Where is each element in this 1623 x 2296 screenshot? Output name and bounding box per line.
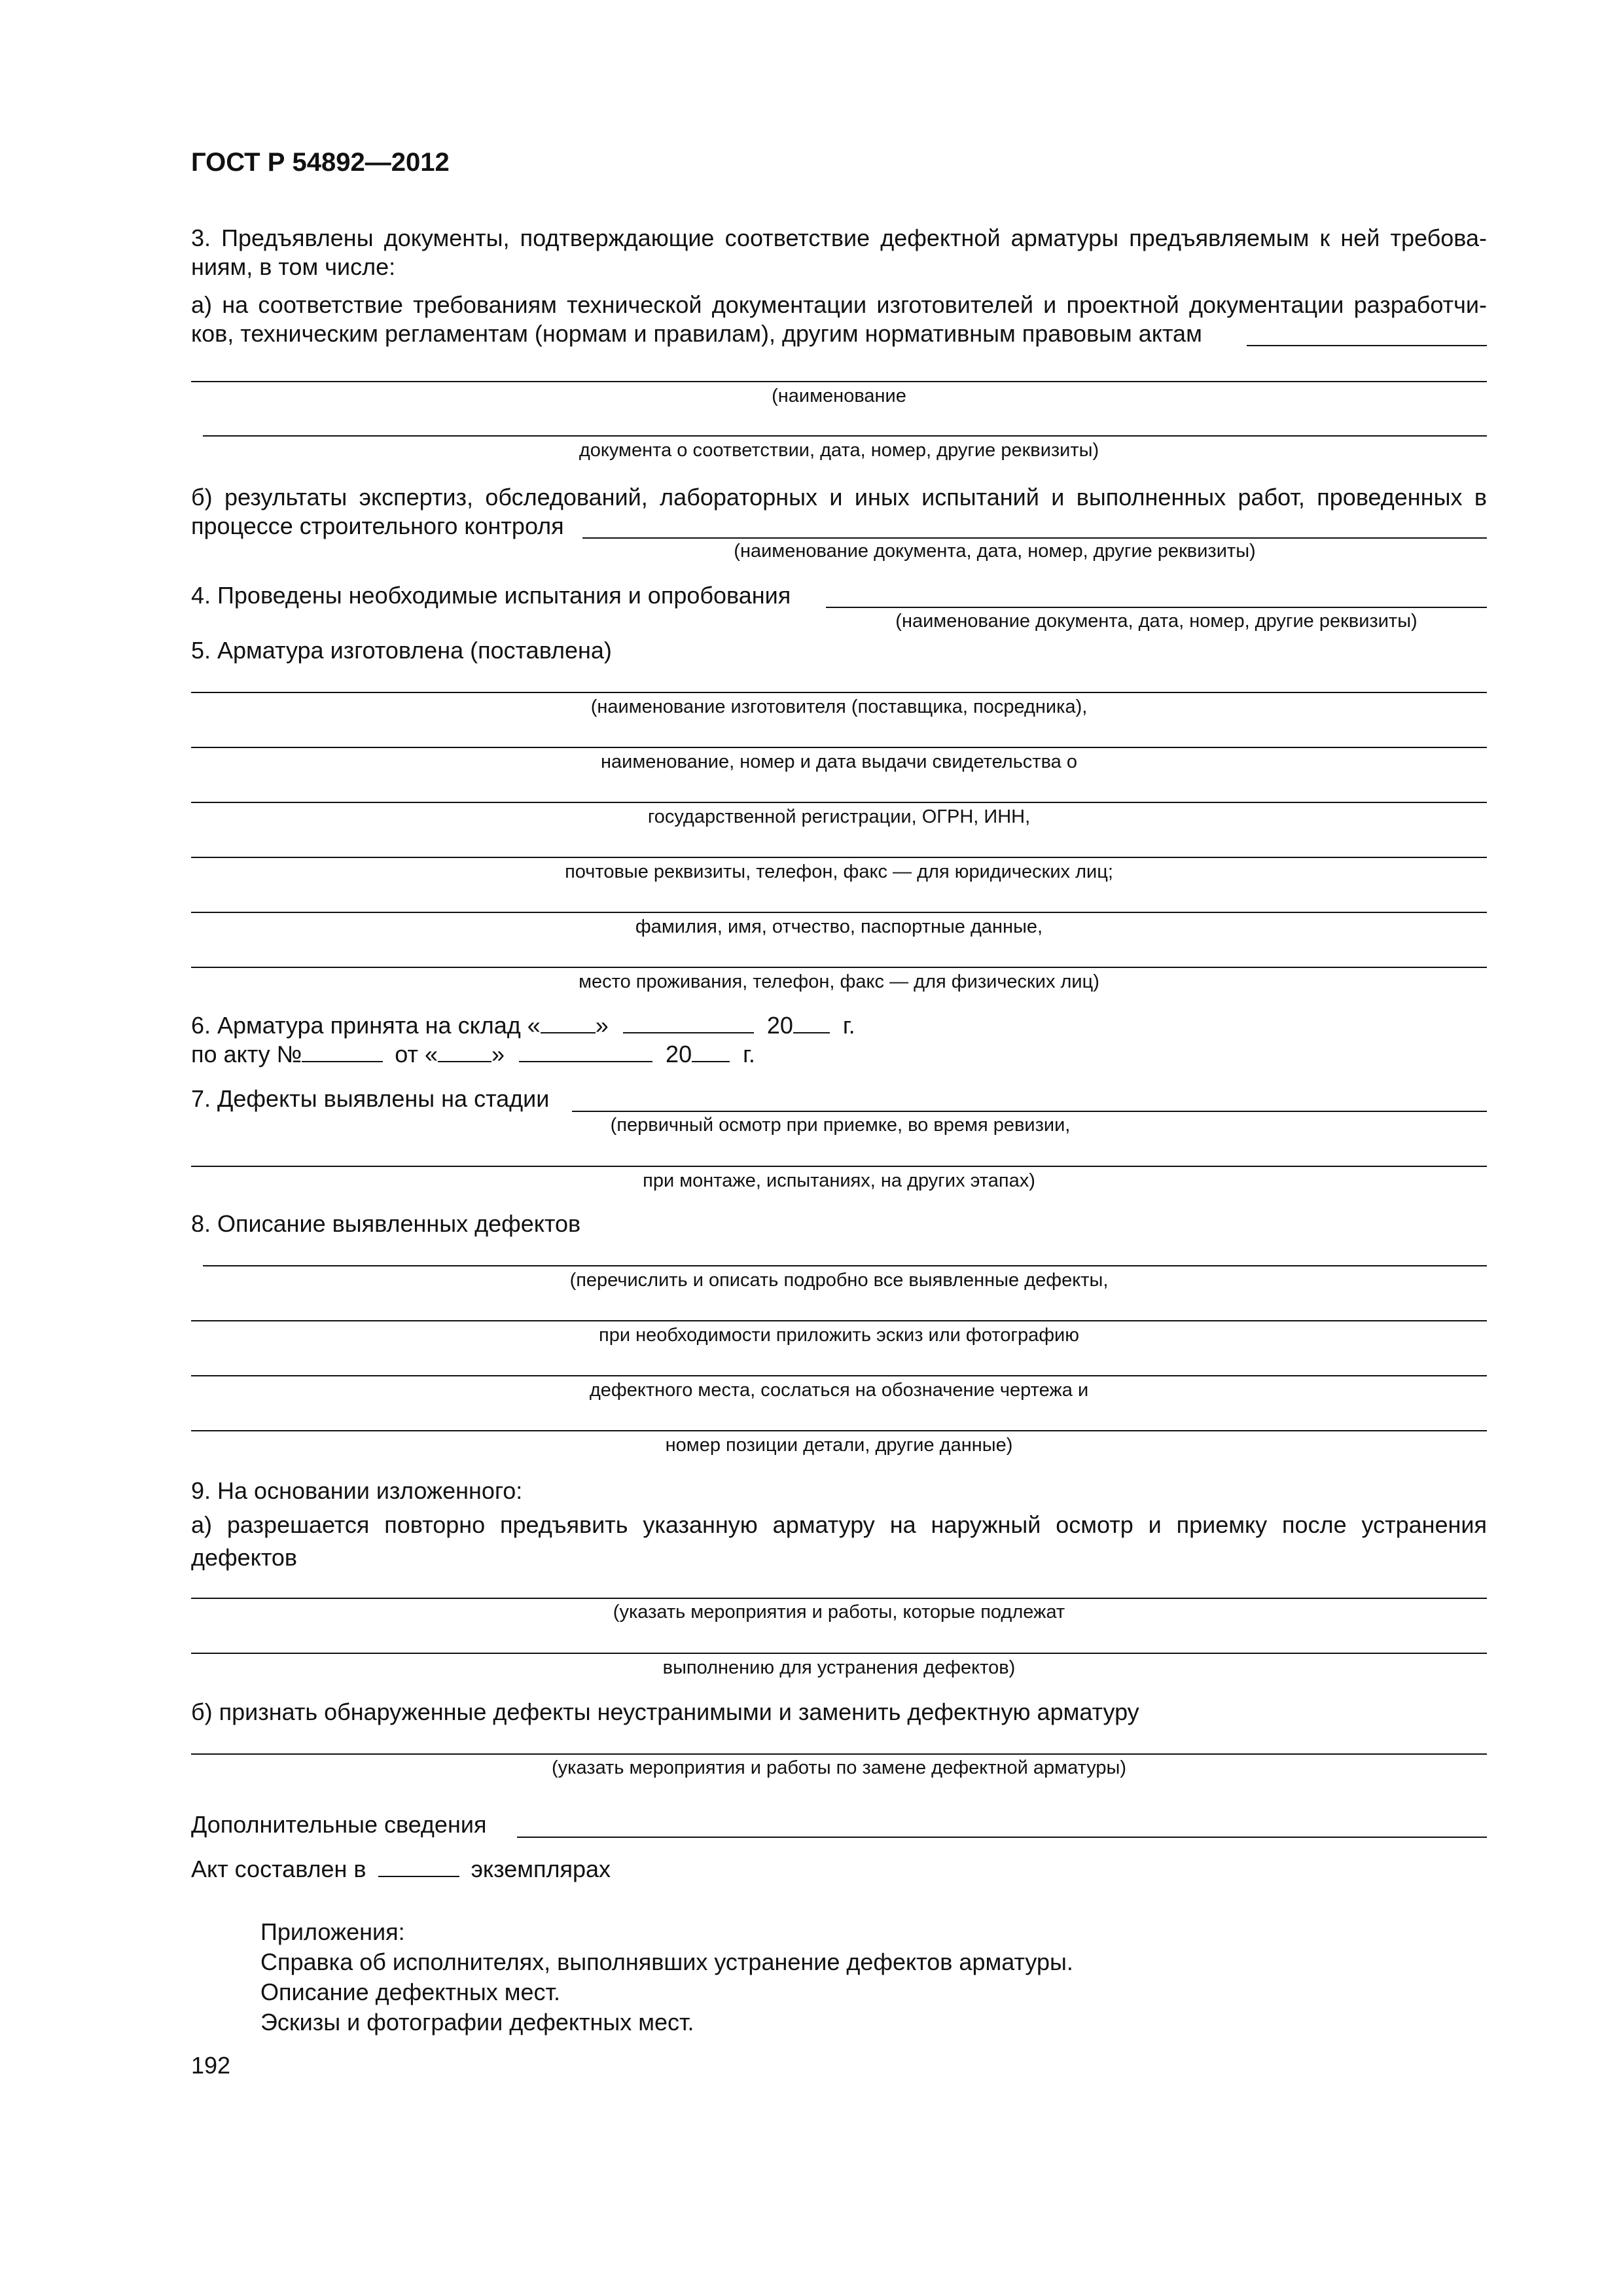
copies-line — [191, 1855, 611, 1884]
s6-l2-text-c: » — [491, 1041, 505, 1067]
s6-l1-text-c: 20 — [766, 1012, 793, 1039]
s9a-line1: а) разрешается повторно предъявить указанную арматуру на наружный осмотр и приемку после устранения — [191, 1511, 1487, 1538]
s3a-caption-2: документа о соответствии, дата, номер, другие реквизиты) — [579, 440, 1099, 461]
s6-day-blank[interactable] — [541, 1013, 596, 1033]
s6-act-number-blank[interactable] — [302, 1041, 383, 1062]
s4-fill-line[interactable] — [826, 607, 1487, 608]
s8-fill-line-2[interactable] — [191, 1320, 1487, 1321]
attachment-item: Описание дефектных мест. — [260, 1979, 560, 2005]
s3a-caption-1: (наименование — [772, 386, 906, 406]
s9a-fill-line-1[interactable] — [191, 1598, 1487, 1599]
s5-fill-line-5[interactable] — [191, 912, 1487, 913]
s3-intro-line1: 3. Предъявлены документы, подтверждающие соответствие дефектной арматуры предъявляемым к ней требова- — [191, 224, 1487, 251]
s7-caption-1: (первичный осмотр при приемке, во время ревизии, — [610, 1115, 1071, 1136]
s5-fill-line-4[interactable] — [191, 857, 1487, 858]
page-number: 192 — [191, 2052, 231, 2079]
s9a-line2: дефектов — [191, 1544, 298, 1571]
s3-intro-line2: ниям, в том числе: — [191, 253, 396, 280]
s6-l2-text-d: 20 — [666, 1041, 692, 1067]
s6-l2-text-b: от « — [395, 1041, 438, 1067]
s7-fill-line-1[interactable] — [572, 1111, 1487, 1112]
s7-caption-2: при монтаже, испытаниях, на других этапах) — [643, 1170, 1035, 1191]
s6-line1 — [191, 1011, 855, 1040]
s6-l1-text-a: 6. Арматура принята на склад « — [191, 1012, 541, 1039]
document-header: ГОСТ Р 54892—2012 — [191, 148, 450, 177]
s7-fill-line-2[interactable] — [191, 1166, 1487, 1167]
s8-fill-line-1[interactable] — [203, 1265, 1487, 1266]
s9b-caption: (указать мероприятия и работы по замене дефектной арматуры) — [551, 1757, 1127, 1778]
s5-caption-1: (наименование изготовителя (поставщика, посредника), — [590, 696, 1088, 717]
s6-month-blank[interactable] — [623, 1013, 754, 1033]
s9a-caption-1: (указать мероприятия и работы, которые подлежат — [613, 1602, 1065, 1623]
s8-fill-line-4[interactable] — [191, 1430, 1487, 1431]
s5-caption-6: место проживания, телефон, факс — для физических лиц) — [579, 971, 1099, 992]
s3a-fill-line[interactable] — [1247, 345, 1487, 346]
s7-text: 7. Дефекты выявлены на стадии — [191, 1085, 550, 1112]
s3b-line2: процессе строительного контроля — [191, 512, 564, 539]
s9-text: 9. На основании изложенного: — [191, 1477, 523, 1504]
attachments-title: Приложения: — [260, 1918, 405, 1945]
additional-info-fill-line[interactable] — [517, 1837, 1487, 1838]
s6-l2-text-e: г. — [743, 1041, 755, 1067]
s4-text: 4. Проведены необходимые испытания и опробования — [191, 582, 791, 609]
s3b-fill-line[interactable] — [582, 537, 1487, 539]
s6-l1-text-b: » — [595, 1012, 609, 1039]
s8-caption-2: при необходимости приложить эскиз или фотографию — [598, 1325, 1080, 1346]
s9b-fill-line[interactable] — [191, 1753, 1487, 1755]
copies-text-a: Акт составлен в — [191, 1856, 366, 1882]
s5-caption-4: почтовые реквизиты, телефон, факс — для юридических лиц; — [565, 861, 1113, 882]
s5-fill-line-6[interactable] — [191, 967, 1487, 968]
s8-caption-1: (перечислить и описать подробно все выявленные дефекты, — [569, 1270, 1109, 1291]
s9a-fill-line-2[interactable] — [191, 1653, 1487, 1654]
attachment-item: Справка об исполнителях, выполнявших устранение дефектов арматуры. — [260, 1948, 1073, 1975]
s6-l1-text-d: г. — [842, 1012, 855, 1039]
s5-fill-line-1[interactable] — [191, 692, 1487, 693]
s5-fill-line-2[interactable] — [191, 747, 1487, 748]
s3a-line1: а) на соответствие требованиям технической документации изготовителей и проектной документации разработчи- — [191, 291, 1487, 318]
s3b-caption: (наименование документа, дата, номер, другие реквизиты) — [734, 541, 1256, 562]
s3a-fill-line-3[interactable] — [203, 435, 1487, 437]
s8-caption-3: дефектного места, сослаться на обозначение чертежа и — [589, 1380, 1089, 1401]
s5-caption-3: государственной регистрации, ОГРН, ИНН, — [647, 806, 1031, 827]
s6-l2-text-a: по акту № — [191, 1041, 302, 1067]
s5-caption-5: фамилия, имя, отчество, паспортные данные, — [635, 916, 1043, 937]
s6-act-year-blank[interactable] — [692, 1041, 730, 1062]
s8-caption-4: номер позиции детали, другие данные) — [665, 1435, 1013, 1456]
s6-line2 — [191, 1040, 755, 1069]
s3b-line1: б) результаты экспертиз, обследований, лабораторных и иных испытаний и выполненных работ, проведенных в — [191, 484, 1487, 511]
s3a-line2: ков, техническим регламентам (нормам и правилам), другим нормативным правовым актам — [191, 320, 1202, 347]
s6-year-blank[interactable] — [793, 1013, 830, 1033]
s9a-caption-2: выполнению для устранения дефектов) — [662, 1657, 1016, 1678]
additional-info-label: Дополнительные сведения — [191, 1811, 487, 1838]
s8-text: 8. Описание выявленных дефектов — [191, 1210, 581, 1237]
s8-fill-line-3[interactable] — [191, 1375, 1487, 1376]
s9b-text: б) признать обнаруженные дефекты неустранимыми и заменить дефектную арматуру — [191, 1698, 1139, 1725]
s3a-fill-line-2[interactable] — [191, 381, 1487, 382]
s5-fill-line-3[interactable] — [191, 802, 1487, 803]
attachment-item: Эскизы и фотографии дефектных мест. — [260, 2009, 694, 2036]
s6-act-month-blank[interactable] — [519, 1041, 652, 1062]
s5-text: 5. Арматура изготовлена (поставлена) — [191, 637, 612, 664]
copies-text-b: экземплярах — [471, 1856, 611, 1882]
copies-count-blank[interactable] — [378, 1856, 459, 1877]
s6-act-day-blank[interactable] — [438, 1041, 491, 1062]
s5-caption-2: наименование, номер и дата выдачи свидетельства о — [601, 751, 1077, 772]
s4-caption: (наименование документа, дата, номер, другие реквизиты) — [895, 611, 1418, 632]
